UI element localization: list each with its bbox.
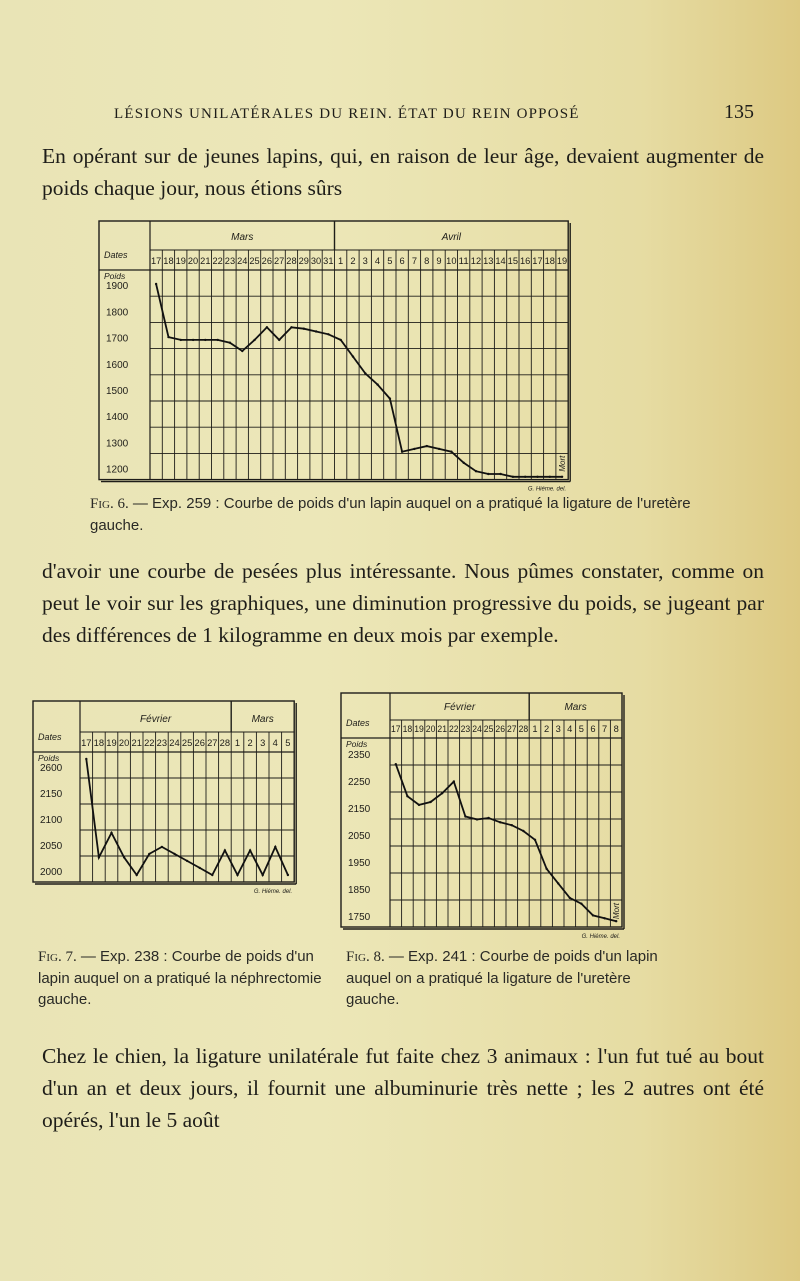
- fig8-day-label: 18: [402, 724, 413, 734]
- fig8-y-tick: 1750: [348, 912, 371, 923]
- fig7-y-tick: 2150: [40, 789, 63, 800]
- fig7-day-label: 23: [156, 738, 168, 748]
- fig8-end-note: Mort: [612, 903, 622, 919]
- fig6-day-label: 19: [175, 256, 186, 266]
- fig6-day-label: 25: [249, 256, 260, 266]
- fig6-data-point: [413, 448, 415, 450]
- fig6-day-label: 17: [532, 256, 543, 266]
- fig8-data-point: [464, 815, 466, 817]
- fig6-data-point: [352, 355, 354, 357]
- fig6-dates-label: Dates: [104, 250, 128, 260]
- fig6-day-label: 12: [470, 256, 482, 266]
- fig8-data-point: [499, 821, 501, 823]
- fig7-data-point: [136, 874, 138, 876]
- fig7-dates-label: Dates: [38, 732, 62, 742]
- fig8-data-point: [569, 897, 571, 899]
- fig8-day-label: 27: [507, 724, 517, 734]
- fig8-day-label: 25: [483, 724, 494, 734]
- fig6-day-label: 1: [338, 256, 344, 266]
- fig8-dates-label: Dates: [346, 718, 370, 728]
- fig6-data-point: [180, 339, 182, 341]
- fig6-data-point: [229, 342, 231, 344]
- page-number: 135: [724, 101, 754, 123]
- fig6-data-point: [327, 333, 329, 335]
- fig7-month-label: Février: [140, 714, 172, 725]
- fig8-day-label: 19: [414, 724, 424, 734]
- fig8-data-point: [545, 868, 547, 870]
- fig8-day-label: 3: [555, 724, 561, 734]
- fig6-data-point: [303, 328, 305, 330]
- fig6-day-label: 21: [200, 256, 211, 266]
- fig6-poids-label: Poids: [104, 271, 126, 281]
- fig6-data-point: [450, 451, 452, 453]
- fig6-data-point: [463, 462, 465, 464]
- figure-7-caption: [38, 946, 324, 1010]
- fig6-day-label: 29: [298, 256, 309, 266]
- figure-6-label: Fig. 6.: [90, 496, 129, 512]
- fig7-day-label: 28: [219, 738, 231, 748]
- fig6-data-point: [192, 339, 194, 341]
- fig8-day-label: 21: [437, 724, 447, 734]
- paragraph-dog: Chez le chien, la ligature unilatérale fut faite chez 3 animaux : l'un fut tué au bout d'un an et deux jours, il fournit une albuminurie très nette ; les 2 autres ont été opérés, l'un le 5 août: [42, 1044, 764, 1132]
- fig6-y-tick: 1400: [106, 412, 129, 424]
- figure-8-chart: [340, 692, 652, 940]
- figure-6-chart: [98, 220, 568, 493]
- fig8-data-point: [441, 792, 443, 794]
- fig6-y-tick: 1600: [106, 359, 129, 371]
- fig8-data-point: [418, 804, 420, 806]
- fig8-signature: G. Hiéme. del.: [581, 934, 620, 940]
- fig8-data-point: [615, 920, 617, 922]
- fig8-day-label: 20: [425, 724, 436, 734]
- fig6-y-tick: 1500: [106, 386, 129, 397]
- fig6-day-label: 8: [424, 256, 430, 266]
- fig6-y-tick: 1900: [106, 281, 129, 293]
- fig7-data-point: [287, 874, 289, 876]
- fig7-day-label: 4: [272, 738, 278, 748]
- running-header: [114, 101, 754, 124]
- fig6-signature: G. Hiéme. del.: [527, 486, 567, 493]
- fig6-y-tick: 1200: [106, 464, 129, 476]
- fig8-data-point: [580, 903, 582, 905]
- fig7-day-label: 19: [106, 738, 117, 748]
- fig6-day-label: 20: [187, 256, 199, 266]
- fig6-data-point: [315, 330, 317, 332]
- fig8-day-label: 5: [578, 724, 584, 734]
- fig6-data-point: [376, 383, 378, 385]
- fig7-data-point: [123, 856, 125, 858]
- fig6-data-point: [487, 473, 489, 475]
- fig8-poids-label: Poids: [346, 739, 368, 749]
- fig7-day-label: 18: [93, 738, 105, 748]
- fig8-day-label: 26: [495, 724, 505, 734]
- figure-8-caption: [346, 946, 662, 1010]
- fig7-data-point: [224, 849, 226, 851]
- figure-8-caption-text: — Exp. 241 : Courbe de poids d'un lapin auquel on a pratiqué la ligature de l'uretère gauche.: [346, 948, 658, 1008]
- fig6-day-label: 28: [286, 256, 297, 266]
- fig8-day-label: 2: [544, 724, 550, 734]
- fig7-data-point: [148, 853, 150, 855]
- fig6-day-label: 30: [310, 256, 322, 266]
- figure-7-chart: [32, 700, 312, 930]
- fig8-data-point: [592, 914, 594, 916]
- fig7-day-label: 27: [207, 738, 218, 748]
- fig6-day-label: 7: [411, 256, 418, 266]
- fig8-data-point: [453, 780, 455, 782]
- fig6-y-tick: 1300: [106, 438, 129, 450]
- paragraph-observation: d'avoir une courbe de pesées plus intéressante. Nous pûmes constater, comme on peut le voir sur les graphiques, une diminution progressive du poids, se jugeant par des différences de 1 kilogramme en deux mois par exemple.: [42, 559, 764, 647]
- fig7-day-label: 1: [234, 738, 241, 748]
- fig6-day-label: 13: [483, 256, 494, 266]
- fig7-frame: [33, 701, 294, 882]
- fig7-data-point: [249, 849, 251, 851]
- fig6-data-point: [266, 326, 268, 328]
- fig7-day-label: 2: [247, 738, 253, 748]
- fig6-day-label: 24: [237, 256, 248, 266]
- fig6-day-label: 2: [350, 256, 356, 266]
- fig6-data-point: [475, 470, 477, 472]
- fig6-y-tick: 1700: [106, 333, 129, 345]
- fig7-data-point: [161, 846, 163, 848]
- fig8-data-point: [487, 817, 489, 819]
- fig6-end-note: Mort: [558, 455, 568, 472]
- fig6-day-label: 5: [387, 256, 393, 266]
- fig6-day-label: 10: [446, 256, 457, 266]
- fig8-day-label: 23: [460, 724, 471, 734]
- fig6-day-label: 26: [261, 256, 272, 266]
- fig6-day-label: 18: [544, 256, 555, 266]
- fig7-day-label: 21: [131, 738, 142, 748]
- fig6-data-point: [524, 476, 526, 478]
- fig7-data-point: [85, 758, 87, 760]
- figure-7-caption-text: — Exp. 238 : Courbe de poids d'un lapin auquel on a pratiqué la néphrectomie gauche.: [38, 948, 322, 1008]
- fig6-data-point: [167, 336, 169, 338]
- fig6-month-label: Mars: [231, 232, 254, 243]
- fig7-day-label: 25: [181, 738, 193, 748]
- fig8-data-point: [557, 882, 559, 884]
- fig6-day-label: 14: [495, 256, 506, 266]
- fig8-y-tick: 2150: [348, 804, 371, 815]
- fig8-data-point: [603, 917, 605, 919]
- fig8-day-label: 7: [602, 724, 608, 734]
- paragraph-intro: En opérant sur de jeunes lapins, qui, en raison de leur âge, devaient augmenter de poids chaque jour, nous étions sûrs: [42, 144, 764, 200]
- running-title: LÉSIONS UNILATÉRALES DU REIN. ÉTAT DU REIN OPPOSÉ: [114, 106, 580, 122]
- fig6-data-point: [253, 339, 255, 341]
- fig8-data-point: [522, 830, 524, 832]
- fig6-data-point: [290, 326, 292, 328]
- fig8-day-label: 22: [449, 724, 459, 734]
- fig7-weight-curve: [86, 759, 288, 875]
- fig6-day-label: 6: [399, 256, 405, 266]
- fig8-data-point: [476, 818, 478, 820]
- fig6-data-point: [426, 445, 428, 447]
- fig6-day-label: 27: [274, 256, 285, 266]
- fig6-day-label: 23: [224, 256, 236, 266]
- fig6-day-label: 17: [151, 256, 162, 266]
- fig6-data-point: [549, 476, 551, 478]
- fig6-data-point: [499, 473, 501, 475]
- fig7-day-label: 24: [169, 738, 180, 748]
- fig7-y-tick: 2000: [40, 867, 63, 878]
- fig7-data-point: [199, 867, 201, 869]
- fig7-data-point: [110, 832, 112, 834]
- fig8-y-tick: 2250: [348, 777, 371, 788]
- fig7-data-point: [98, 856, 100, 858]
- fig7-poids-label: Poids: [38, 753, 60, 763]
- fig8-data-point: [429, 801, 431, 803]
- fig7-data-point: [236, 874, 238, 876]
- fig6-data-point: [241, 350, 243, 352]
- fig8-day-label: 8: [613, 724, 619, 734]
- fig8-day-label: 4: [567, 724, 573, 734]
- fig7-day-label: 3: [260, 738, 266, 748]
- fig6-day-label: 16: [520, 256, 531, 266]
- fig8-data-point: [406, 795, 408, 797]
- fig6-data-point: [512, 476, 514, 478]
- fig7-data-point: [186, 860, 188, 862]
- fig7-day-label: 22: [144, 738, 155, 748]
- fig6-data-point: [217, 339, 219, 341]
- fig8-y-tick: 2050: [348, 831, 371, 842]
- fig6-data-point: [364, 372, 366, 374]
- fig8-data-point: [534, 839, 536, 841]
- fig6-data-point: [278, 339, 280, 341]
- fig6-month-label: Avril: [441, 232, 461, 243]
- fig8-data-point: [511, 824, 513, 826]
- fig6-data-point: [561, 476, 563, 478]
- fig6-day-label: 11: [458, 256, 469, 266]
- fig6-day-label: 18: [163, 256, 174, 266]
- fig6-day-label: 3: [362, 256, 368, 266]
- fig6-data-point: [389, 397, 391, 399]
- fig8-day-label: 1: [532, 724, 538, 734]
- fig8-day-label: 17: [391, 724, 401, 734]
- figure-6-caption-text: — Exp. 259 : Courbe de poids d'un lapin auquel on a pratiqué la ligature de l'uretère gauche.: [90, 495, 691, 534]
- fig8-day-label: 24: [472, 724, 482, 734]
- fig8-y-tick: 2350: [348, 750, 371, 761]
- fig7-signature: G. Hiéme. del.: [253, 889, 293, 895]
- fig7-data-point: [274, 846, 276, 848]
- figure-6-caption: [90, 493, 730, 536]
- fig8-day-label: 6: [590, 724, 596, 734]
- fig6-data-point: [536, 476, 538, 478]
- fig7-y-tick: 2600: [40, 763, 63, 774]
- fig6-data-point: [155, 283, 157, 285]
- fig7-data-point: [211, 874, 213, 876]
- fig7-y-tick: 2100: [40, 815, 63, 826]
- fig6-y-tick: 1800: [106, 307, 129, 319]
- fig8-month-label: Mars: [564, 702, 587, 713]
- figure-8-label: Fig. 8.: [346, 949, 385, 965]
- fig7-day-label: 26: [194, 738, 205, 748]
- fig7-data-point: [262, 874, 264, 876]
- fig6-day-label: 31: [323, 256, 334, 266]
- fig8-month-label: Février: [444, 702, 476, 713]
- fig6-data-point: [340, 339, 342, 341]
- fig6-day-label: 15: [507, 256, 518, 266]
- fig8-y-tick: 1850: [348, 885, 371, 896]
- fig7-day-label: 20: [118, 738, 130, 748]
- fig6-day-label: 9: [436, 256, 442, 266]
- fig8-data-point: [395, 763, 397, 765]
- fig7-day-label: 5: [285, 738, 291, 748]
- fig7-month-label: Mars: [251, 714, 274, 725]
- fig6-data-point: [438, 448, 440, 450]
- fig8-y-tick: 1950: [348, 858, 371, 869]
- fig7-data-point: [173, 853, 175, 855]
- fig8-day-label: 28: [518, 724, 529, 734]
- fig6-data-point: [204, 339, 206, 341]
- fig6-day-label: 4: [374, 256, 381, 266]
- fig6-day-label: 22: [212, 256, 223, 266]
- figure-7-label: Fig. 7.: [38, 949, 77, 965]
- fig7-day-label: 17: [81, 738, 92, 748]
- fig7-y-tick: 2050: [40, 841, 63, 852]
- fig6-data-point: [401, 451, 403, 453]
- fig6-day-label: 19: [556, 256, 568, 266]
